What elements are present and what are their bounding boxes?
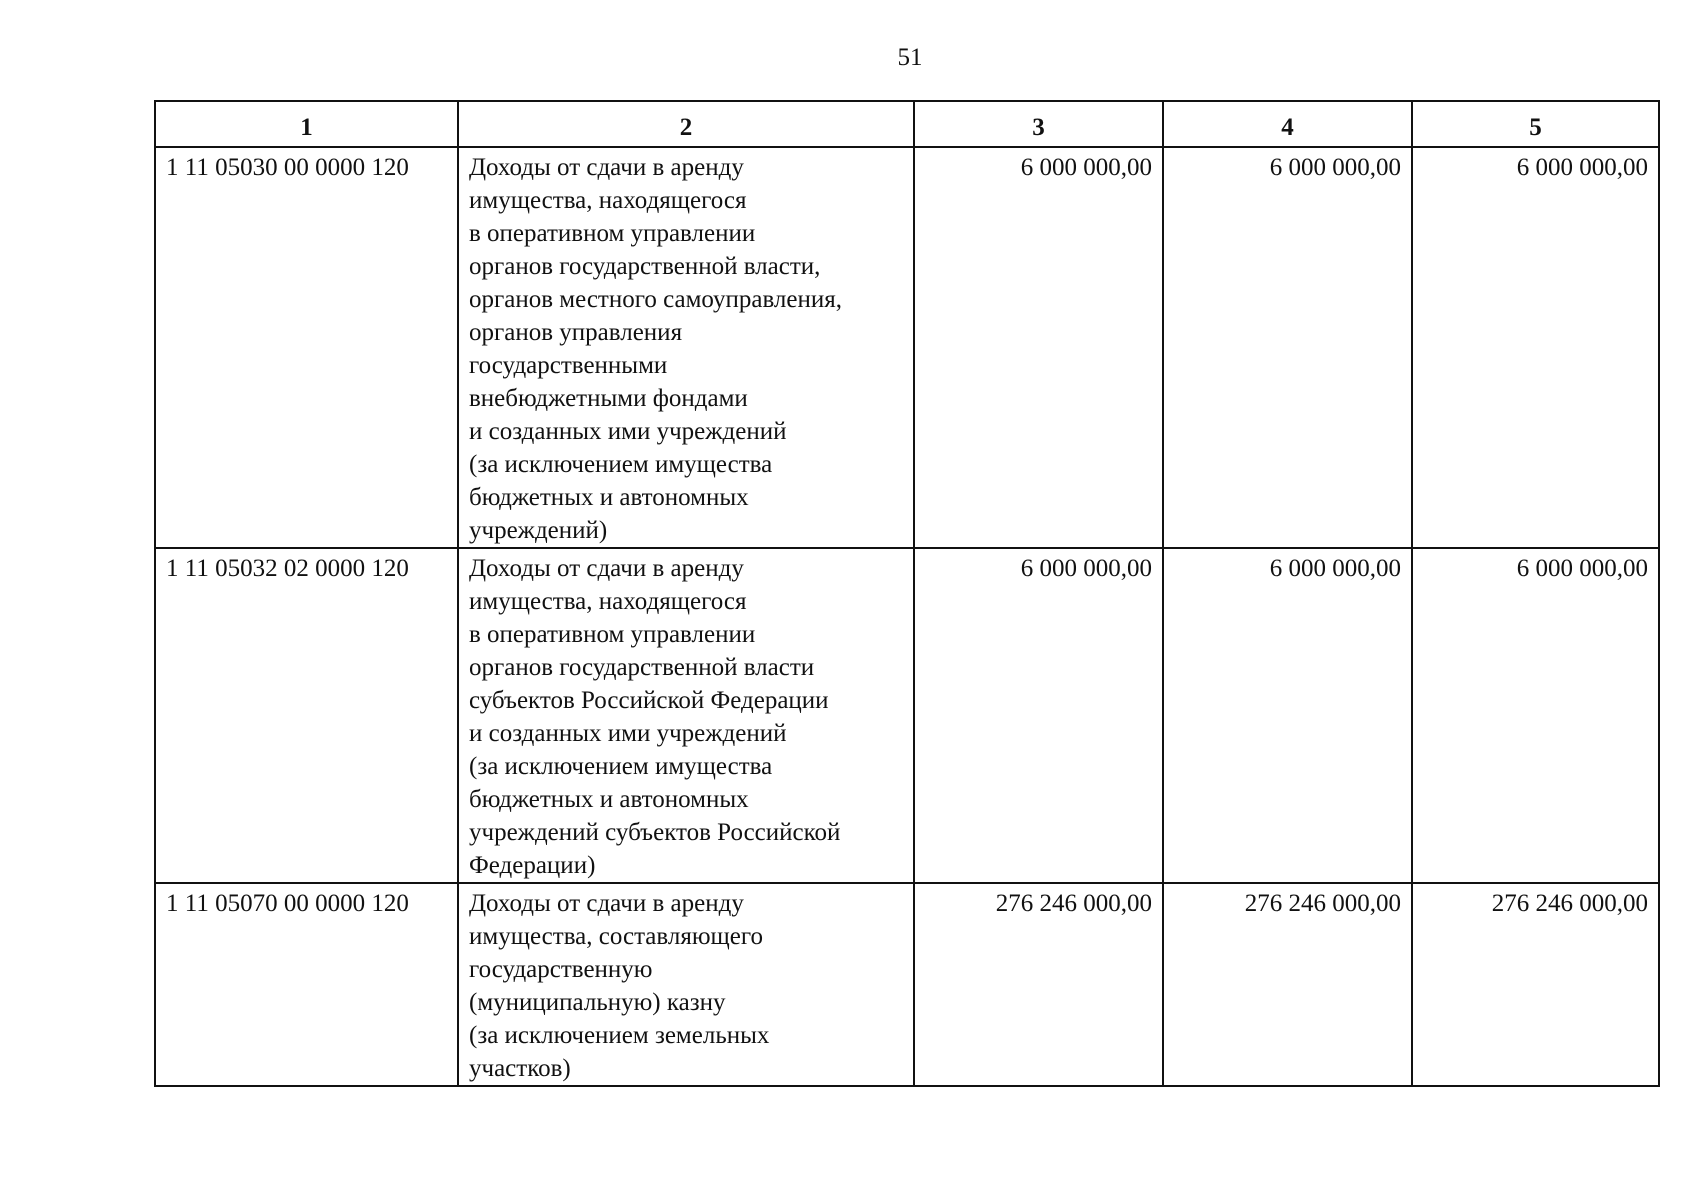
amount-col-5: 276 246 000,00	[1412, 883, 1659, 1086]
description-line: органов управления	[469, 319, 683, 346]
header-col-5: 5	[1412, 101, 1659, 147]
row-description	[458, 883, 914, 1086]
table-row	[155, 548, 1659, 883]
row-description	[458, 147, 914, 548]
budget-code: 1 11 05032 02 0000 120	[155, 548, 458, 883]
description-line: Доходы от сдачи в аренду	[469, 555, 744, 582]
description-line: органов государственной власти	[469, 654, 815, 681]
table-row	[155, 883, 1659, 1086]
description-line: учреждений)	[469, 517, 608, 544]
description-line: (за исключением имущества	[469, 451, 773, 478]
description-line: и созданных ими учреждений	[469, 418, 787, 445]
description-line: государственную	[469, 956, 653, 983]
description-line: Доходы от сдачи в аренду	[469, 890, 744, 917]
description-line: субъектов Российской Федерации	[469, 687, 829, 714]
description-line: и созданных ими учреждений	[469, 720, 787, 747]
amount-col-3: 6 000 000,00	[914, 147, 1163, 548]
row-description	[458, 548, 914, 883]
description-line: в оперативном управлении	[469, 220, 756, 247]
description-line: государственными	[469, 352, 668, 379]
header-col-1: 1	[155, 101, 458, 147]
header-col-2: 2	[458, 101, 914, 147]
budget-code: 1 11 05030 00 0000 120	[155, 147, 458, 548]
header-row	[155, 101, 1659, 147]
amount-col-5: 6 000 000,00	[1412, 548, 1659, 883]
amount-col-4: 6 000 000,00	[1163, 147, 1412, 548]
description-line: бюджетных и автономных	[469, 786, 749, 813]
description-line: внебюджетными фондами	[469, 385, 748, 412]
budget-code: 1 11 05070 00 0000 120	[155, 883, 458, 1086]
header-col-4: 4	[1163, 101, 1412, 147]
description-line: имущества, составляющего	[469, 923, 764, 950]
description-line: бюджетных и автономных	[469, 484, 749, 511]
description-line: (муниципальную) казну	[469, 989, 726, 1016]
table-row	[155, 147, 1659, 548]
description-line: имущества, находящегося	[469, 588, 747, 615]
description-line: Доходы от сдачи в аренду	[469, 154, 744, 181]
amount-col-3: 6 000 000,00	[914, 548, 1163, 883]
description-line: Федерации)	[469, 852, 596, 879]
amount-col-5: 6 000 000,00	[1412, 147, 1659, 548]
amount-col-4: 276 246 000,00	[1163, 883, 1412, 1086]
revenue-table	[154, 100, 1660, 1087]
header-col-3: 3	[914, 101, 1163, 147]
description-line: органов государственной власти,	[469, 253, 821, 280]
description-line: (за исключением имущества	[469, 753, 773, 780]
description-line: (за исключением земельных	[469, 1022, 770, 1049]
description-line: имущества, находящегося	[469, 187, 747, 214]
description-line: учреждений субъектов Российской	[469, 819, 841, 846]
amount-col-3: 276 246 000,00	[914, 883, 1163, 1086]
description-line: в оперативном управлении	[469, 621, 756, 648]
description-line: органов местного самоуправления,	[469, 286, 842, 313]
page-number: 51	[897, 44, 923, 71]
description-line: участков)	[469, 1055, 571, 1082]
amount-col-4: 6 000 000,00	[1163, 548, 1412, 883]
